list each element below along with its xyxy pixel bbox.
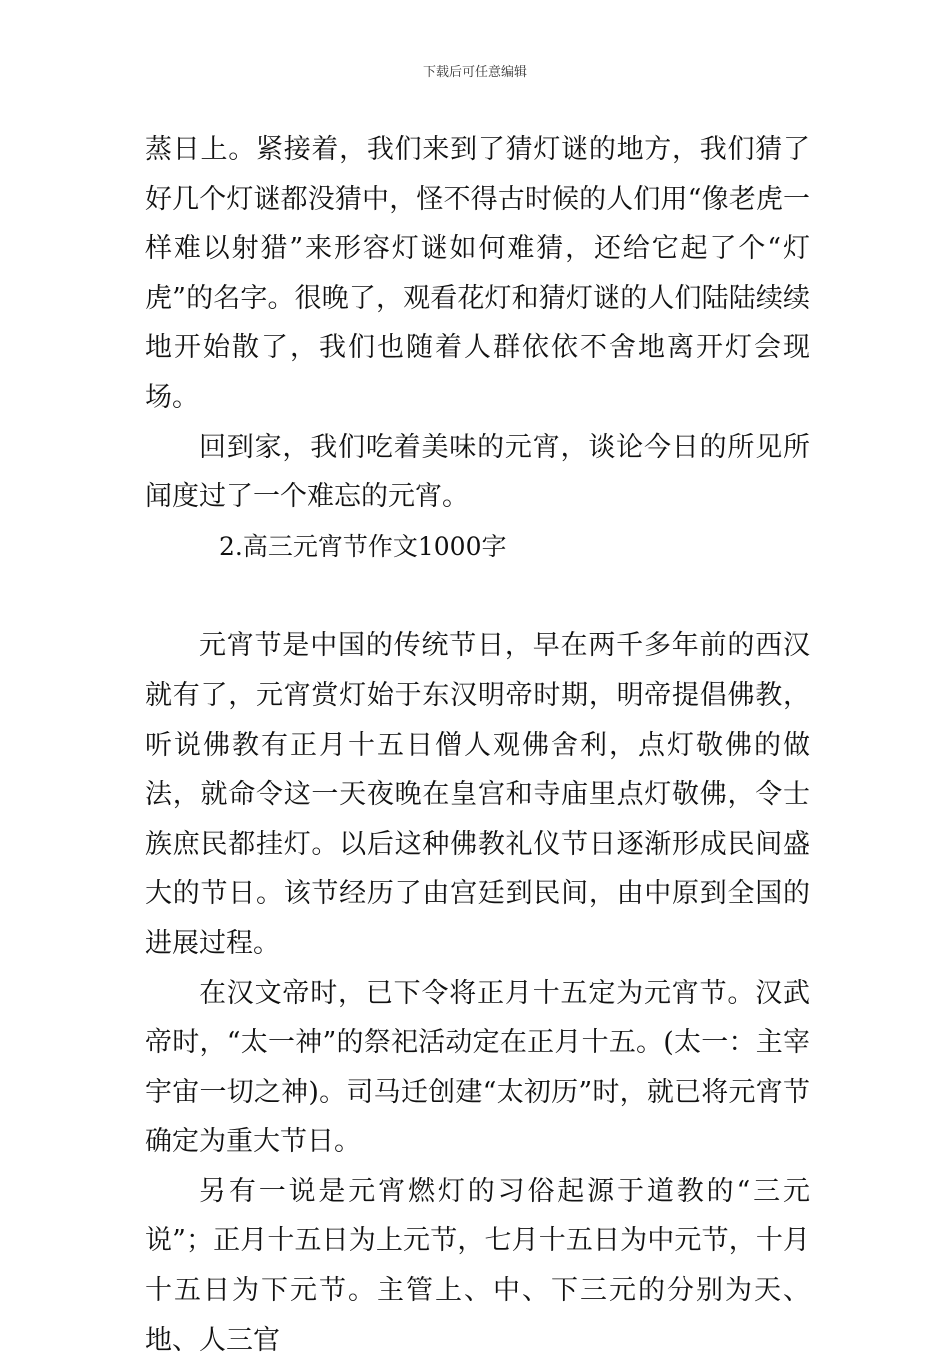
section-heading: 2.高三元宵节作文1000字 xyxy=(219,531,507,561)
paragraph-origin: 元宵节是中国的传统节日，早在两千多年前的西汉就有了，元宵赏灯始于东汉明帝时期，明帝提倡佛教，听说佛教有正月十五日僧人观佛舍利，点灯敬佛的做法，就命令这一天夜晚在皇宫和寺庙里点灯敬佛，令士族庶民都挂灯。以后这种佛教礼仪节日逐渐形成民间盛大的节日。该节经历了由宫廷到民间，由中原到全国的进展过程。 xyxy=(145,630,810,959)
blank-line xyxy=(145,571,810,621)
paragraph-return-home: 回到家，我们吃着美味的元宵，谈论今日的所见所闻度过了一个难忘的元宵。 xyxy=(145,431,810,513)
paragraph-han-dynasty: 在汉文帝时，已下令将正月十五定为元宵节。汉武帝时，“太一神”的祭祀活动定在正月十五。(太一：主宰宇宙一切之神)。司马迁创建“太初历”时，就已将元宵节确定为重大节日。 xyxy=(145,977,810,1158)
page-header-note: 下载后可任意编辑 xyxy=(422,65,527,80)
paragraph-sanyuan: 另有一说是元宵燃灯的习俗起源于道教的“三元说”；正月十五日为上元节，七月十五日为中元节，十月十五日为下元节。主管上、中、下三元的分别为天、地、人三官 xyxy=(145,1175,810,1356)
paragraph-continuation: 蒸日上。紧接着，我们来到了猜灯谜的地方，我们猜了好几个灯谜都没猜中，怪不得古时候的人们用“像老虎一样难以射猎”来形容灯谜如何难猜，还给它起了个“灯虎”的名字。很晚了，观看花灯和猜灯谜的人们陆陆续续地开始散了，我们也随着人群依依不舍地离开灯会现场。 xyxy=(145,134,810,413)
document-body xyxy=(145,125,810,1365)
